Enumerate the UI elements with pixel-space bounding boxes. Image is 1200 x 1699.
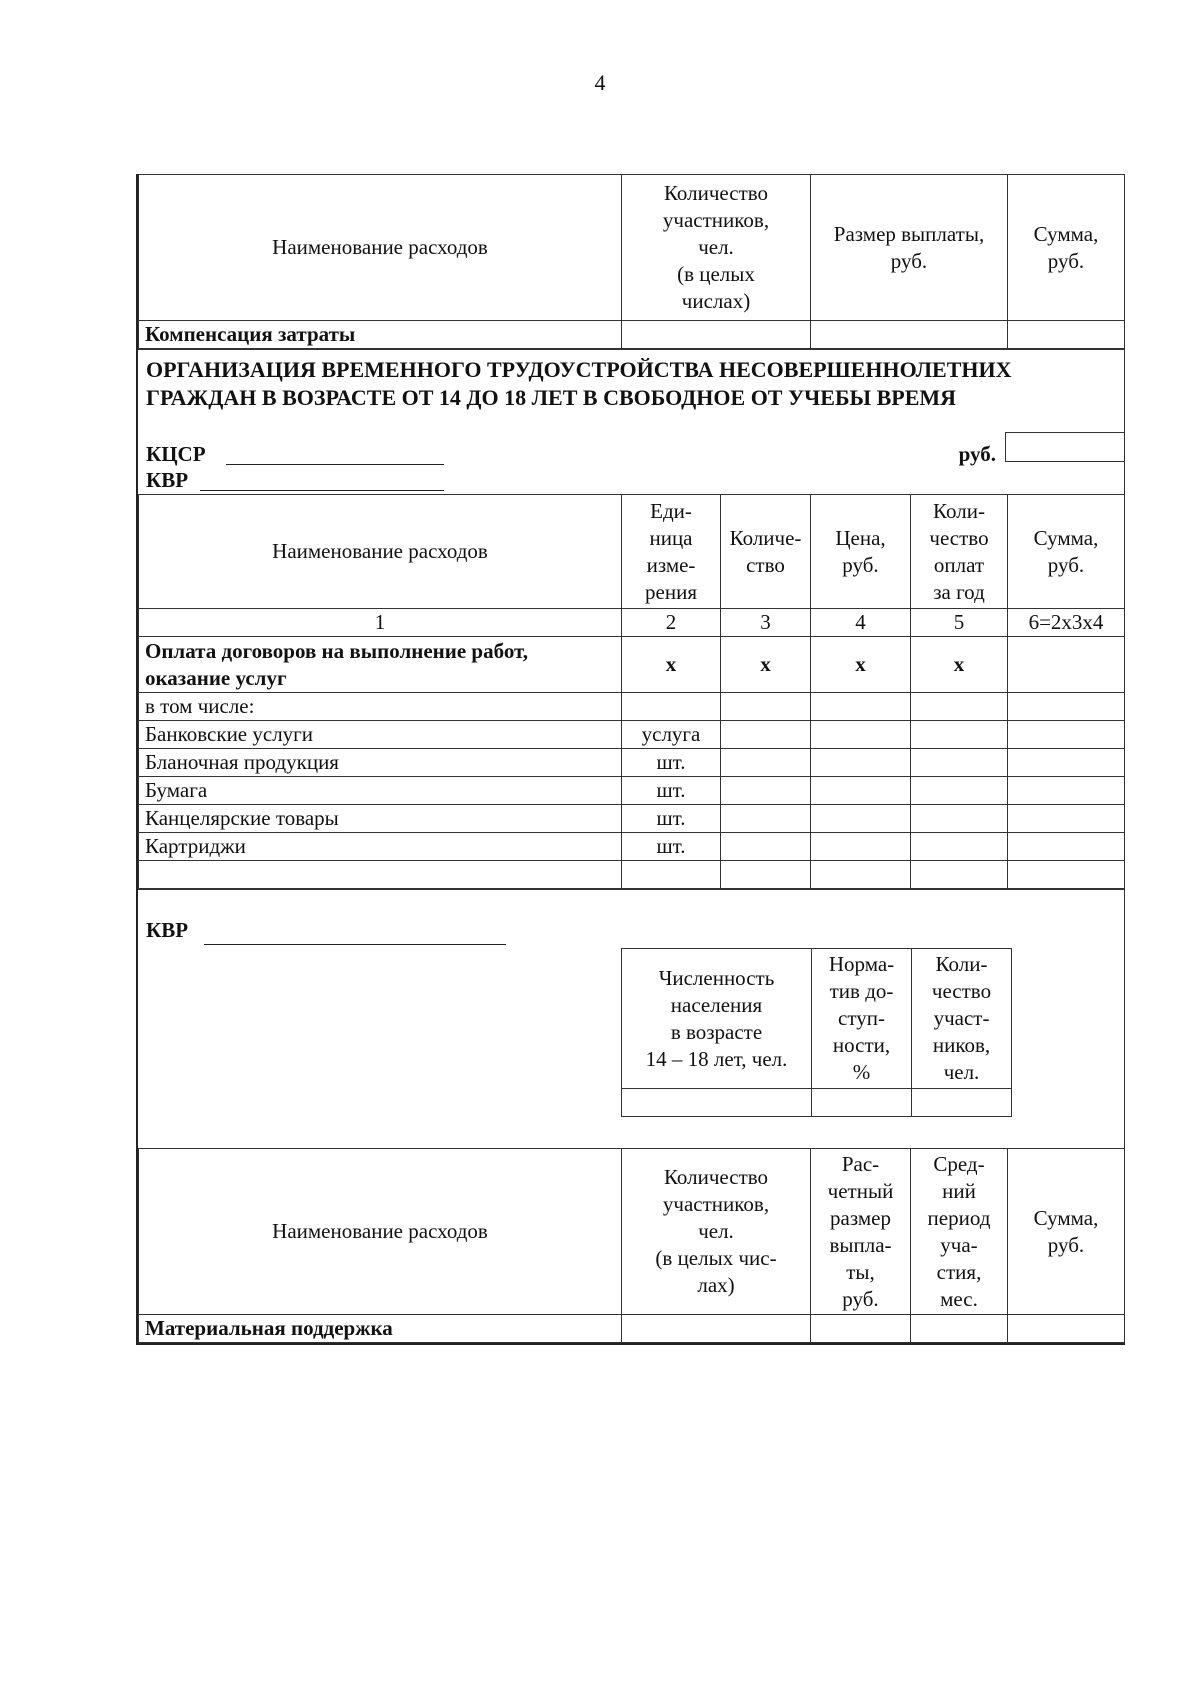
cell-input[interactable]	[811, 321, 1008, 349]
section-title: ОРГАНИЗАЦИЯ ВРЕМЕННОГО ТРУДОУСТРОЙСТВА НЕСОВЕРШЕННОЛЕТНИХ ГРАЖДАН В ВОЗРАСТЕ ОТ 14 ДО 18 ЛЕТ В СВОБОДНОЕ ОТ УЧЕБЫ ВРЕМЯ	[138, 349, 1124, 412]
rub-label: руб.	[958, 442, 996, 466]
header-participants-count: Количество участников, чел. (в целых чис- лах)	[622, 1149, 811, 1315]
table-row: Бумага шт.	[139, 777, 1125, 805]
compensation-table	[138, 174, 1125, 349]
mark-x: х	[811, 637, 911, 693]
page-number: 4	[594, 70, 606, 95]
kvr-label: КВР	[146, 468, 189, 492]
cell-input[interactable]	[812, 1089, 912, 1117]
header-expense-name: Наименование расходов	[139, 1149, 622, 1315]
kvr-line	[138, 468, 1124, 494]
cell-input[interactable]	[622, 1089, 812, 1117]
cell-input[interactable]	[1008, 637, 1125, 693]
mark-x: х	[622, 637, 721, 693]
col-number: 4	[811, 609, 911, 637]
cell-input[interactable]	[911, 1315, 1008, 1343]
rub-amount-box[interactable]	[1005, 432, 1124, 462]
header-average-period: Сред- ний период уча- стия, мес.	[911, 1149, 1008, 1315]
population-table	[621, 948, 1012, 1117]
header-participants-count: Количество участников, чел. (в целых числах)	[622, 175, 811, 321]
material-support-table	[138, 1148, 1125, 1343]
header-sum: Сумма, руб.	[1008, 175, 1125, 321]
header-calculated-payment: Рас- четный размер выпла- ты, руб.	[811, 1149, 911, 1315]
cell-input[interactable]	[622, 1315, 811, 1343]
header-participants: Коли- чество участ- ников, чел.	[912, 949, 1012, 1089]
cell-input[interactable]	[1008, 321, 1125, 349]
kcsr-label: КЦСР	[146, 442, 206, 466]
col-number: 3	[721, 609, 811, 637]
table-row: Бланочная продукция шт.	[139, 749, 1125, 777]
cell-input[interactable]	[912, 1089, 1012, 1117]
kvr-field[interactable]	[200, 490, 444, 491]
col-number: 5	[911, 609, 1008, 637]
kcsr-line	[138, 438, 1124, 468]
col-number: 1	[139, 609, 622, 637]
table-row: Картриджи шт.	[139, 833, 1125, 861]
cell-input[interactable]	[811, 1315, 911, 1343]
header-expense-name: Наименование расходов	[139, 495, 622, 609]
header-unit: Еди- ница изме- рения	[622, 495, 721, 609]
header-price: Цена, руб.	[811, 495, 911, 609]
cell-input[interactable]	[1008, 1315, 1125, 1343]
cell-input[interactable]	[622, 321, 811, 349]
row-contracts-label: Оплата договоров на выполнение работ, оказание услуг	[139, 637, 622, 693]
header-payment-size: Размер выплаты, руб.	[811, 175, 1008, 321]
header-sum: Сумма, руб.	[1008, 495, 1125, 609]
header-payments-per-year: Коли- чество оплат за год	[911, 495, 1008, 609]
kvr-population-block	[138, 889, 1124, 1148]
row-compensation-label: Компенсация затраты	[139, 321, 622, 349]
header-expense-name: Наименование расходов	[139, 175, 622, 321]
kvr2-label: КВР	[146, 918, 189, 942]
table-row: Банковские услуги услуга	[139, 721, 1125, 749]
row-including-label: в том числе:	[139, 693, 622, 721]
header-quantity: Количе- ство	[721, 495, 811, 609]
contracts-table	[138, 494, 1125, 889]
col-number: 6=2х3х4	[1008, 609, 1125, 637]
mark-x: х	[721, 637, 811, 693]
mark-x: х	[911, 637, 1008, 693]
kvr2-field[interactable]	[204, 944, 506, 945]
budget-form	[136, 174, 1125, 1345]
header-population: Численность населения в возрасте 14 – 18 лет, чел.	[622, 949, 812, 1089]
header-sum: Сумма, руб.	[1008, 1149, 1125, 1315]
header-norm: Норма- тив до- ступ- ности, %	[812, 949, 912, 1089]
table-row: Канцелярские товары шт.	[139, 805, 1125, 833]
row-material-support-label: Материальная поддержка	[139, 1315, 622, 1343]
kcsr-field[interactable]	[226, 464, 444, 465]
col-number: 2	[622, 609, 721, 637]
